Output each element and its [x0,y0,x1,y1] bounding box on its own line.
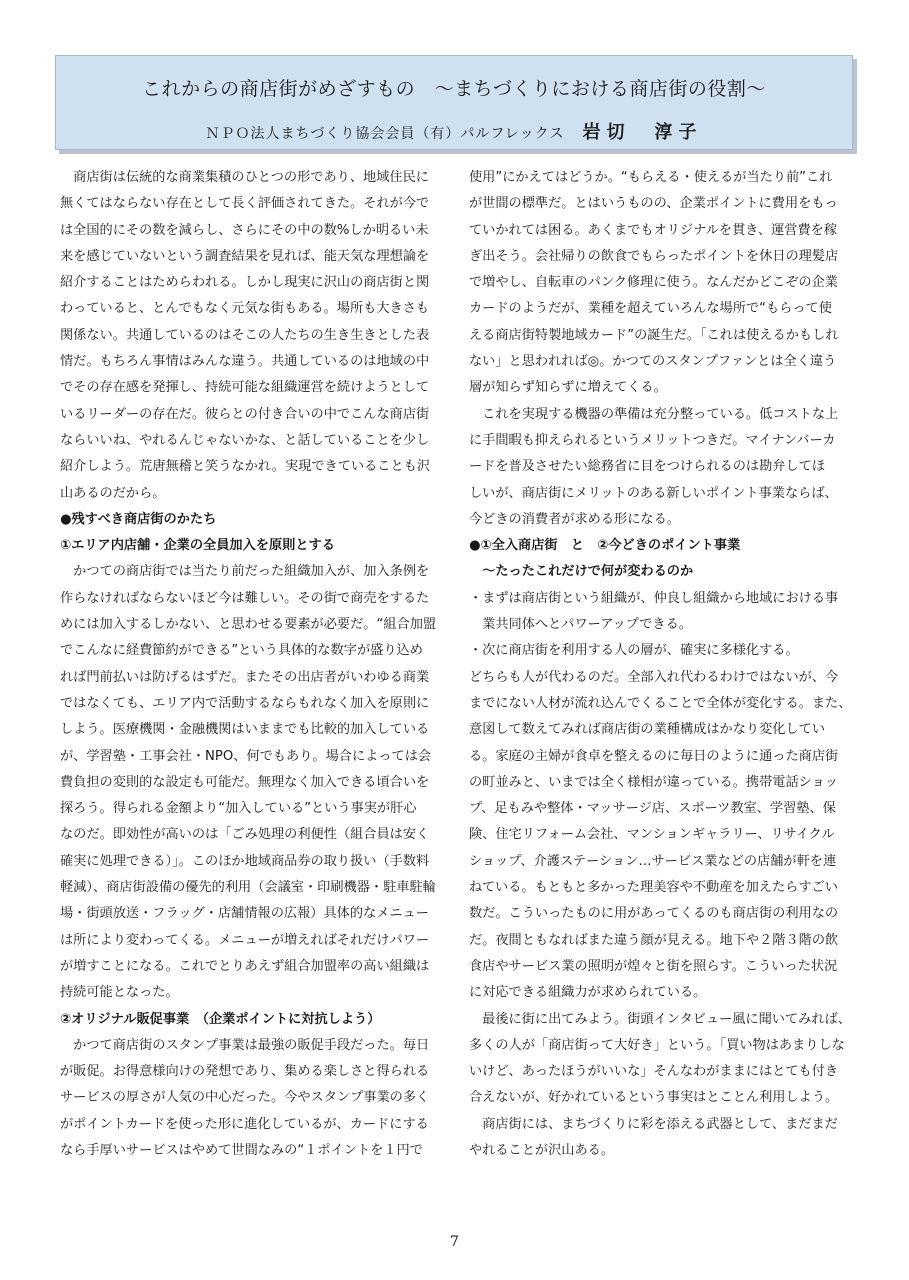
text-line: 来を感じていないという調査結果を見れば、能天気な理想論を [60,248,430,264]
text-line: サービスの厚さが人気の中心だった。今やスタンプ事業の多く [60,1090,430,1106]
text-line: かつての商店街では当たり前だった組織加入が、加入条例を [60,564,430,580]
text-line: ならいいね、やれるんじゃないかな、と話していることを少し [60,432,430,448]
text-line: に手間暇も抑えられるというメリットつきだ。マイナンバーカ [469,432,836,448]
text-line: 確実に処理できる）」。このほか地域商品券の取り扱い（手数料 [60,853,430,869]
text-line: ではなくても、エリア内で活動するならもれなく加入を原則に [60,695,430,711]
text-line: どちらも人が代わるのだ。全部入れ代わるわけではないが、今 [469,669,839,685]
text-line: 探ろう。得られる金額より“加入している”という事実が肝心 [60,801,417,817]
text-line: 紹介することはためらわれる。しかし現実に沢山の商店街と関 [60,275,430,291]
text-line: 軽減）、商店街設備の優先的利用（会議室・印刷機器・駐車駐輪 [60,880,436,896]
left-column [60,165,444,1164]
text-line: える商店街特製地域カード”の誕生だ。「これは使えるかもしれ [469,327,839,343]
text-line: ●残すべき商店街のかたち [60,511,217,527]
text-line: でその存在感を発揮し、持続可能な組織運営を続けようとして [60,380,430,396]
text-line: の町並みと、いまでは全く様相が違っている。携帯電話ショッ [469,774,838,790]
author-line [56,118,852,144]
text-line: ない」と思われれば◎。かつてのスタンプファンとは全く違う [469,354,837,370]
text-line: 場・街頭放送・フラッグ・店舗情報の広報）具体的なメニュー [60,906,429,922]
text-line: は所により変わってくる。メニューが増えればそれだけパワー [60,932,430,948]
text-line: る。家庭の主婦が食卓を整えるのに毎日のように通った商店街 [469,748,839,764]
text-line: 商店街には、まちづくりに彩を添える武器として、まだまだ [469,1116,838,1132]
text-line: 今どきの消費者が求める形になる。 [469,511,680,527]
text-line: だ。夜間ともなればまた違う顔が見える。地下や２階３階の飲 [469,932,839,948]
text-line: 層が知らず知らずに増えてくる。 [469,380,667,396]
text-line: で増やし、自転車のパンク修理に使う。なんだかどこぞの企業 [469,275,838,291]
text-line: が、学習塾・工事会社・NPO、何でもあり。場合によっては会 [60,748,432,764]
text-line: 多くの人が「商店街って大好き」という。「買い物はあまりしな [469,1037,845,1053]
text-line: ねている。もともと多かった理美容や不動産を加えたらすごい [469,880,838,896]
text-line: ①エリア内店舗・企業の全員加入を原則とする [60,538,335,554]
text-line: が販促。お得意様向けの発想であり、集める楽しさと得られる [60,1064,430,1080]
text-line: なら手厚いサービスはやめて世間なみの“１ポイントを１円で [60,1142,423,1158]
text-line: 費負担の変則的な設定も可能だ。無理なく加入できる頃合いを [60,774,430,790]
text-line: 最後に街に出てみよう。街頭インタビュー風に聞いてみれば、 [469,1011,851,1027]
text-line: れば門前払いは防げるはずだ。またその出店者がいわゆる商業 [60,669,430,685]
text-line: 食店やサービス業の照明が煌々と街を照らす。こういった状況 [469,958,838,974]
text-line: なのだ。即効性が高いのは「ごみ処理の利便性（組合員は安く [60,827,430,843]
text-line: 商店街は伝統的な商業集積のひとつの形であり、地域住民に [60,170,429,185]
text-line: 険、住宅リフォーム会社、マンションギャラリー、リサイクル [469,827,835,843]
text-line: 作らなければならないほど今は難しい。その街で商売をするた [60,590,430,606]
page-number: 7 [450,1234,459,1250]
text-line: カードのようだが、業種を超えていろんな場所で“もらって使 [469,301,832,317]
text-line: やれることが沢山ある。 [469,1142,615,1158]
text-line: が増すことになる。これでとりあえず組合加盟率の高い組織は [60,958,430,974]
text-line: が世間の標準だ。とはいうものの、企業ポイントに費用をもっ [469,196,838,212]
text-line: ～たったこれだけで何が変わるのか [469,564,694,580]
text-line: しよう。医療機関・金融機関はいままでも比較的加入している [60,722,430,738]
text-line: かつて商店街のスタンプ事業は最強の販促手段だった。毎日 [60,1037,430,1053]
text-line: までにない人材が流れ込んでくることで全体が変化する。また、 [469,695,852,711]
text-line: ぎ出そう。会社帰りの飲食でもらったポイントを休日の理髪店 [469,248,839,264]
text-line: わっていると、とんでもなく元気な街もある。場所も大きさも [60,301,430,317]
text-line: 持続可能となった。 [60,985,179,1001]
text-line: ・次に商店街を利用する人の層が、確実に多様化する。 [469,643,799,659]
text-line: 業共同体へとパワーアップできる。 [469,617,692,633]
text-line: は全国的にその数を減らし、さらにその中の数%しか明るい未 [60,222,429,238]
text-line: いけど、あったほうがいいな」そんなわがままにはとても付き [469,1064,839,1080]
text-line: でこんなに経費節約ができる”という具体的な数字が盛り込め [60,643,423,659]
text-line: しいが、商店街にメリットのある新しいポイント事業ならば、 [469,485,838,501]
author-organization: ＮＰＯ法人まちづくり協会会員（有）パルフレックス [205,126,565,142]
text-line: 関係ない。共通しているのはそこの人たちの生き生きとした表 [60,327,430,343]
text-line: ●①全入商店街 と ②今どきのポイント事業 [469,538,741,554]
text-line: 無くてはならない存在として長く評価されてきた。それが今で [60,196,430,212]
text-line: いるリーダーの存在だ。彼らとの付き合いの中でこんな商店街 [60,406,430,422]
text-line: めには加入するしかない、と思わせる要素が必要だ。“組合加盟 [60,617,437,633]
text-line: ②オリジナル販促事業 （企業ポイントに対抗しよう） [60,1011,381,1027]
text-line: 紹介しよう。荒唐無稽と笑うなかれ。実現できていることも沢 [60,459,431,475]
text-line: 情だ。もちろん事情はみんな違う。共通しているのは地域の中 [60,354,430,370]
text-line: 合えないが、好かれているという事実はとことん利用しよう。 [469,1090,839,1106]
title-box [55,55,853,150]
text-line: 山あるのだから。 [60,485,166,501]
text-line: プ、足もみや整体・マッサージ店、スポーツ教室、学習塾、保 [469,801,836,817]
text-line: 意図して数えてみれば商店街の業種構成はかなり変化してい [469,722,826,738]
article-title: これからの商店街がめざすもの ～まちづくりにおける商店街の役割～ [142,78,766,100]
text-line: これを実現する機器の準備は充分整っている。低コストな上 [469,406,839,422]
author-name: 岩切 淳子 [582,122,703,143]
right-column [469,165,853,1164]
text-line: 数だ。こういったものに用があってくるのも商店街の利用なの [469,906,839,922]
text-line: ショップ、介護ステーション…サービス業などの店舗が軒を連 [469,853,837,869]
text-line: 使用”にかえてはどうか。“もらえる・使えるが当たり前”これ [469,170,833,185]
text-line: に対応できる組織力が求められている。 [469,985,707,1001]
text-line: ードを普及させたい総務省に目をつけられるのは勘弁してほ [469,459,826,475]
text-line: がポイントカードを使った形に進化しているが、カードにする [60,1116,429,1132]
text-line: ていかれては困る。あくまでもオリジナルを貫き、運営費を稼 [469,222,838,238]
text-line: ・まずは商店街という組織が、仲良し組織から地域における事 [469,590,839,606]
